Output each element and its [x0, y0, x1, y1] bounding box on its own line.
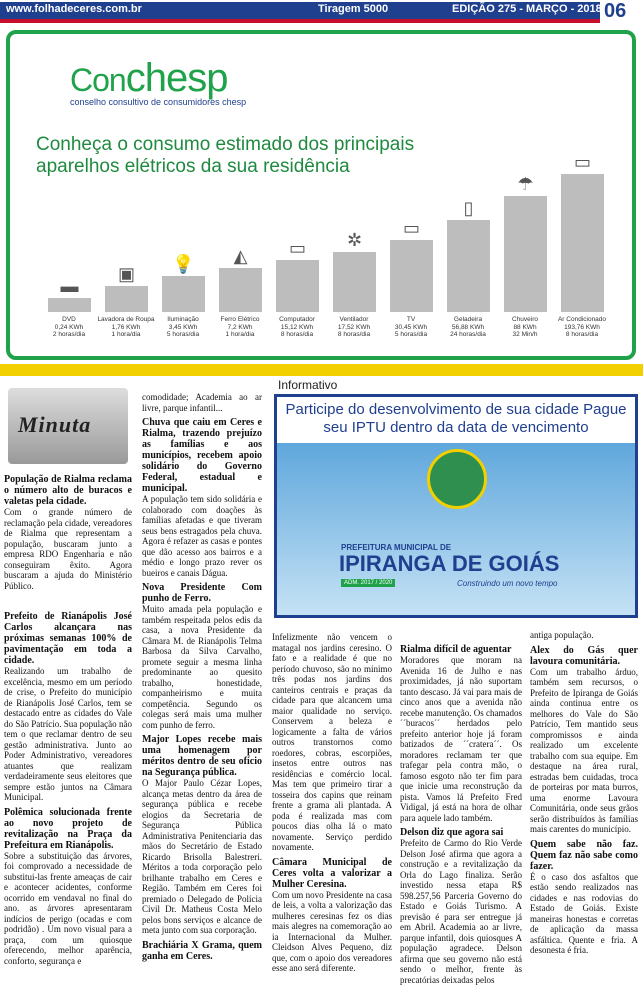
- headline-rianapolis-pavimentacao: Prefeito de Rianápolis José Carlos alcançara nas próximas semanas 100% de pavimentação em toda a cidade.: [4, 611, 132, 666]
- article-text: É o caso dos asfaltos que estão sendo realizados nas cidades e nas rodovias do Estado de Goiás. Existe maneiras honestas e corretas de aplicação da massa asfáltica. Quente e fria. A desonesta é fria.: [530, 871, 638, 955]
- headline-chuva: Chuva que caiu em Ceres e Rialma, trazendo prejuízo as famílias e aos municípios, recebem apoio solidário do Governo Federal, estadual e municipal.: [142, 417, 262, 494]
- bar-label-name: Ferro Elétrico: [220, 316, 260, 323]
- bar-label: [209, 316, 271, 339]
- bar-tv: [390, 218, 433, 312]
- bar-label-usage: 5 horas/dia: [166, 331, 200, 338]
- city-slogan: Construindo um novo tempo: [457, 579, 558, 588]
- bar-label-kwh: 30,45 KWh: [394, 323, 428, 331]
- headline-delson: Delson diz que agora sai: [400, 827, 504, 838]
- bar-label: [38, 316, 100, 339]
- bar-label: [437, 316, 499, 339]
- fridge-icon: ▯: [463, 198, 474, 218]
- article-text: Muito amada pela população e também respeitada pelos edis da casa, a nova Presidente da Câmara M. de Rianápolis Telma Barbosa da Silva Carvalho, promete seguir a mesma linha predominante ao quesito trabalho, honestidade, companheirismo e muita competência. Segundo os colegas será mais uma mulher com punho de ferro.: [142, 604, 262, 730]
- bar-label: [494, 316, 556, 339]
- appliance-bar-chart: [36, 152, 616, 348]
- headline-major-lopes: Major Lopes recebe mais uma homenagem por méritos dentro de seu ofício na Segurança pública.: [142, 734, 262, 778]
- bar-label-name: Geladeira: [453, 316, 483, 323]
- bar-label: [266, 316, 328, 339]
- logo-con: Con: [70, 62, 126, 98]
- bar-label-name: Chuveiro: [511, 316, 538, 323]
- conchesp-ad: [6, 30, 636, 360]
- bar-label-name: Computador: [279, 316, 315, 323]
- bar-label: [323, 316, 385, 339]
- article-text: A população tem sido solidária e colaborado com doações às famílias afetadas e que tiveram seus bens estragados pela chuva. Agora é refazer as casas e pontes que dão acesso aos bairros e a médio e longo prazo rever os bueiros e canais Dágua.: [142, 494, 262, 578]
- adm-badge: ADM. 2017 / 2020: [341, 579, 395, 587]
- bar-label-usage: 5 horas/dia: [394, 331, 428, 338]
- computer-icon: ▭: [288, 238, 307, 258]
- bar-label-usage: 2 horas/dia: [52, 331, 86, 338]
- site-url[interactable]: www.folhadeceres.com.br: [6, 3, 142, 15]
- article-text: Sobre a substituição das árvores, foi comprovado a necessidade de substitui-las frente ameaças de cair e acontecer acidentes, conforme ocorrido em vendaval no final do ano. as árvores apresentaram indícios de perigo (ocadas e com podridão) . Um novo visual para a praça, com um quiosque oferecendo, melhor aparência, conforto, segurança e: [4, 850, 132, 966]
- bar-label-kwh: 193,76 KWh: [564, 323, 600, 331]
- bar-label-usage: 8 horas/dia: [337, 331, 371, 338]
- column-1: [4, 470, 132, 968]
- bar-lavadora-de-roupa: [105, 264, 148, 312]
- bar-label-name: Ventilador: [339, 316, 369, 323]
- logo-subtitle: conselho consultivo de consumidores chesp: [70, 97, 247, 107]
- bar-label-kwh: 15,12 KWh: [280, 323, 314, 331]
- print-run: Tiragem 5000: [318, 3, 389, 15]
- article-text: Com um trabalho árduo, também sem recursos, o Prefeito de Ipiranga de Goiás ainda continua entre os melhores do Vale do São Patrício, Tem mantido seus compromissos e ainda realizado um excelente trabalho com sua equipe. Em destaque na área rural, estradas bem cuidadas, troca de porteiras por mata burros, uma enorme Lavoura Comunitária, onde seus grãos serão distribuídos às famílias mais carentes do município.: [530, 666, 638, 834]
- iptu-title: Participe do desenvolvimento de sua cidade Pague seu IPTU dentro da data de vencimento: [285, 401, 627, 436]
- bar-label-kwh: 1,76 KWh: [111, 323, 141, 331]
- bar-label-kwh: 88 KWh: [513, 323, 537, 331]
- page-number: 06: [604, 0, 627, 22]
- headline-camara-ceres: Câmara Municipal de Ceres volta a valorizar a Mulher Ceresina.: [272, 856, 392, 890]
- bar-label-kwh: 7,2 KWh: [227, 323, 253, 331]
- bar-label: [380, 316, 442, 339]
- bar-label-usage: 1 hora/dia: [111, 331, 141, 338]
- bulb-icon: 💡: [172, 254, 195, 274]
- headline-rialma-dificil: Rialma difícil de aguentar: [400, 644, 512, 655]
- bar-label-usage: 32 Min/h: [512, 331, 538, 338]
- bar-label-name: DVD: [62, 316, 76, 323]
- column-2: [142, 392, 262, 962]
- iron-icon: ◭: [233, 246, 248, 266]
- headline-praca: Polêmica solucionada frente ao novo projeto de revitalização na Praça da Prefeitura em Rianápolis.: [4, 806, 132, 851]
- informativo-label: Informativo: [278, 378, 338, 392]
- ipiranga-banner: [277, 443, 635, 615]
- bar-label: [95, 316, 157, 339]
- article-text: Com o grande número de reclamação pela cidade, vereadores de Rialma que representam a população, buscaram junto a empresa RDO Engenharia e não conseguiram êxito. Agora buscaram a ajuda do Ministério Público.: [4, 507, 132, 591]
- edition-info: EDIÇÃO 275 - MARÇO - 2018: [452, 3, 602, 15]
- bar-label-kwh: 17,52 KWh: [337, 323, 371, 331]
- column-4: [400, 640, 522, 987]
- minuta-text: Minuta: [18, 412, 92, 437]
- bar-label-kwh: 0,24 KWh: [54, 323, 84, 331]
- article-text: O Major Paulo Cézar Lopes, alcança metas dentro da área de segurança pública e recebe elogios da Secretaria de Segurança Pública Administrativa Penitenciaria das mãos do Secretário de Estado Ricardo Brisolla Balestreri. Méritos a toda corporação pelo brilhante trabalho em Ceres e Região. Também em Ceres foi premiado o Delegado de Polícia Civil Dr. Matheus Costa Melo pelos bons serviços e alcance de meta junto com sua corporação.: [142, 778, 262, 935]
- bar-dvd: [48, 276, 91, 312]
- article-text: Realizando um trabalho de excelência, mesmo em um período de crise, o Prefeito do município de Rianápolis José Carlos, tem se destacado entre as cidades do Vale do São Patrício. Sua população não tem o que reclamar dentro de seu gestão administrativa. Junto ao Poder Administrativo, vereadores atuantes que realizam verdadeiramente seus eleitores que sempre estão juntos na Câmara Municipal.: [4, 666, 132, 802]
- minuta-logo: [4, 388, 132, 466]
- conchesp-logo: [70, 56, 246, 107]
- bar-label-usage: 8 horas/dia: [565, 331, 599, 338]
- article-text: Infelizmente não vencem o matagal nos jardins ceresino. O fato e a realidade é que no período chuvoso, são no mínimo três podas nos jardins dos canteiros centrais e praças da cidade para que alcancem uma maior qualidade no serviço. Conservem a beleza e logicamente a falta de vários outros transtornos como roedores, cobras, escorpiões, insetos entre outros nas residências e comércio local. Mas tem que primeiro tirar a tosseira dos capins que reinam frente a grama ali plantada. A poda é realizada mas com poucos dias olha lá o mato novamente. Serviço perdido novamente.: [272, 632, 392, 852]
- city-shield-icon: [427, 449, 487, 509]
- bar-label-kwh: 3,45 KWh: [168, 323, 198, 331]
- article-text: Moradores que moram na Avenida 16 de Julho e nas proximidades, já não suportam tanto descaso. Já vai para mais de cinco anos que a avenida não recebe manutenção. Os chamados ´´buracos´´ herdados pelo prefeito anterior hoje já foram batizados de ´´cratera´´. Os moradores reclamam ter que trafegar pela contra mão, o famoso esgoto não ter fim para que inicie uma reconstrução da pista. Vamos lá Prefeito Fred Vidigal, já está na hora de olhar para aquele lado também.: [400, 655, 522, 823]
- iptu-ad: [274, 394, 638, 618]
- bar-ar-condicionado: [561, 152, 604, 312]
- shower-icon: ☂: [517, 174, 534, 194]
- fan-icon: ✲: [346, 230, 363, 250]
- bar-chuveiro: [504, 174, 547, 312]
- article-text: Prefeito de Carmo do Rio Verde Delson José afirma que agora a construção e a revitalização da Orla do Lago finaliza. Serão investido nessa etapa R$ 598.257,56 Parceria Governo do Estado e Goiás Turismo. A previsão é para ser entregue já em Abril. Academia ao ar livre, parque infantil, dois quiosques A população agradece. Delson afirma que seu governo não está sendo o melhor, frente às precatórias deixadas pelos: [400, 838, 522, 985]
- headline-brachiaria: Brachiária X Grama, quem ganha em Ceres.: [142, 939, 262, 962]
- article-text: Com um novo Presidente na casa de leis, a volta a valorização das mulheres ceresinas fez os dias mais alegres na comemoração ao ia Internacional da Mulher. Cleidson Alves Pequeno, diz que, com o apoio dos vereadores esse ano será diferente.: [272, 889, 392, 973]
- header-red-stripe: [0, 19, 600, 23]
- bar-label-name: Ar Condicionado: [557, 316, 607, 323]
- bar-label: [551, 316, 613, 339]
- bar-ferro-elétrico: [219, 246, 262, 312]
- bar-ventilador: [333, 230, 376, 312]
- headline-rialma-buracos: População de Rialma reclama o número alto de buracos e valetas pela cidade.: [4, 474, 132, 507]
- bar-label-kwh: 56,88 KWh: [451, 323, 485, 331]
- bar-computador: [276, 238, 319, 312]
- logo-chesp: chesp: [125, 56, 228, 100]
- ac-icon: ▭: [573, 152, 592, 172]
- tv-icon: ▭: [402, 218, 421, 238]
- column-5: [530, 630, 638, 958]
- column-3: [272, 632, 392, 976]
- page-header: [0, 0, 643, 24]
- article-text: comodidade; Academia ao ar livre, parque infantil...: [142, 392, 262, 413]
- dvd-icon: ▬: [60, 276, 79, 296]
- headline-asfalto: Quem sabe não faz. Quem faz não sabe como fazer.: [530, 838, 638, 872]
- headline-presidente: Nova Presidente Com punho de Ferro.: [142, 582, 262, 604]
- yellow-divider: [0, 364, 643, 376]
- bar-label: [152, 316, 214, 339]
- bar-label-usage: 1 hora/dia: [225, 331, 255, 338]
- bar-label-usage: 8 horas/dia: [280, 331, 314, 338]
- city-name: IPIRANGA DE GOIÁS: [339, 551, 560, 576]
- bar-label-name: TV: [406, 316, 416, 323]
- bar-label-name: Iluminação: [167, 316, 199, 323]
- washer-icon: ▣: [117, 264, 136, 284]
- prefeitura-line: PREFEITURA MUNICIPAL DE: [341, 543, 452, 552]
- bar-iluminação: [162, 254, 205, 312]
- headline-alex-gas: Alex do Gás quer lavoura comunitária.: [530, 644, 638, 667]
- bar-label-name: Lavadora de Roupa: [97, 316, 155, 323]
- bar-label-usage: 24 horas/dia: [450, 331, 486, 338]
- ad-title: Conheça o consumo estimado dos principais aparelhos elétricos da sua residência: [36, 134, 415, 177]
- bar-geladeira: [447, 198, 490, 312]
- article-text: antiga população.: [530, 630, 594, 640]
